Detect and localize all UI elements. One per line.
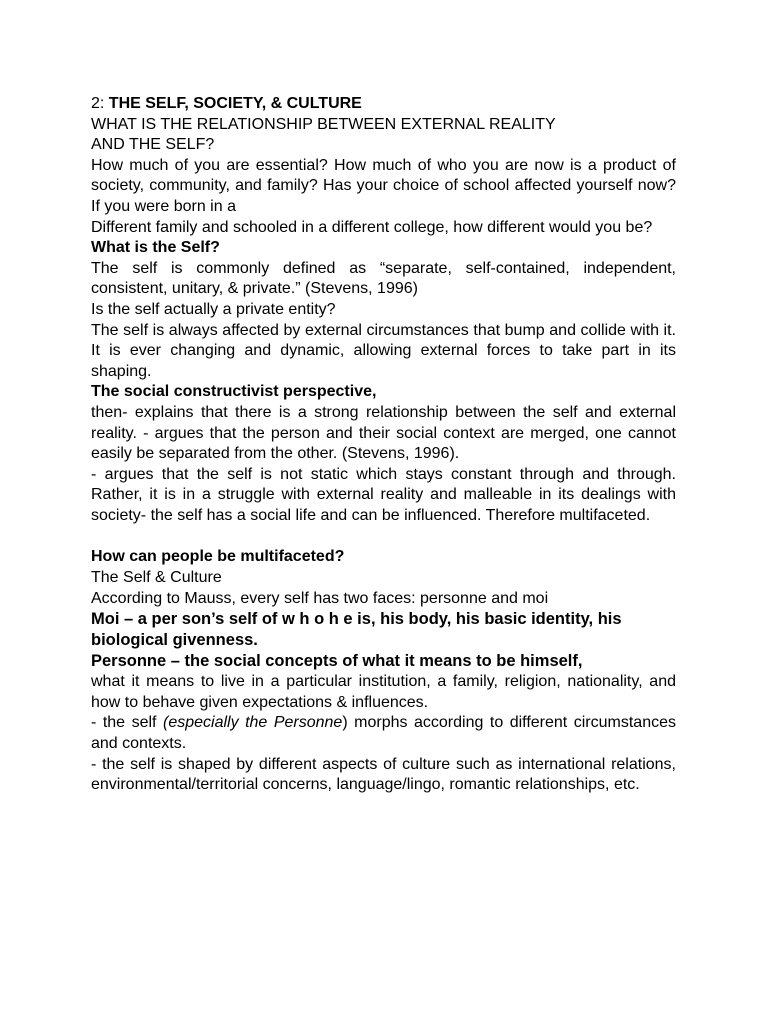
heading-what-is-self: What is the Self?: [91, 239, 220, 257]
question-line-2: AND THE SELF?: [91, 136, 215, 154]
heading-constructivist: The social constructivist perspective,: [91, 383, 377, 401]
morphs-prefix: - the self: [91, 714, 163, 732]
personne-heading: Personne – the social concepts of what it means to be himself,: [91, 652, 583, 671]
constructivist-paragraph-2: - argues that the self is not static which stays constant through and through. Rather, it is in a struggle with external reality and malleable in its dealings with society- the self has a social life and can be influenced. Therefore multifaceted.: [91, 465, 676, 524]
morphs-italic: (especially the Personne: [162, 714, 343, 732]
heading-multifaceted: How can people be multifaceted?: [91, 548, 345, 566]
self-definition: The self is commonly defined as “separate, self-contained, independent, consistent, unitary, & private.” (Stevens, 1996): [91, 259, 676, 298]
personne-paragraph: what it means to live in a particular institution, a family, religion, nationality, and how to behave given expectations & influences.: [91, 673, 676, 711]
document-body: [91, 94, 676, 796]
morphs-paragraph: [91, 713, 676, 754]
moi-definition: Moi – a per son’s self of w h o h e is, his body, his basic identity, his biological givenness.: [91, 610, 622, 650]
title-text: THE SELF, SOCIETY, & CULTURE: [108, 95, 362, 112]
title-prefix: 2:: [91, 95, 109, 112]
morphs-suffix: ) morphs according to different circumstances and contexts.: [91, 714, 676, 753]
self-culture-line: The Self & Culture: [91, 569, 222, 587]
intro-paragraph-1: How much of you are essential? How much of who you are now is a product of society, community, and family? Has your choice of school affected yourself now? If you were born in a: [91, 156, 676, 215]
intro-paragraph-2: Different family and schooled in a different college, how different would you be?: [91, 218, 653, 236]
document-title: [91, 94, 676, 115]
private-question: Is the self actually a private entity?: [91, 300, 336, 318]
mauss-line: According to Mauss, every self has two faces: personne and moi: [91, 589, 549, 607]
constructivist-paragraph-1: then- explains that there is a strong relationship between the self and external reality. - argues that the person and their social context are merged, one cannot easily be separated from the other. (Stevens, 1996).: [91, 403, 676, 463]
external-paragraph: The self is always affected by external circumstances that bump and collide with it. It is ever changing and dynamic, allowing external forces to take part in its shaping.: [91, 321, 676, 380]
culture-paragraph: - the self is shaped by different aspects of culture such as international relations, environmental/territorial concerns, language/lingo, romantic relationships, etc.: [91, 755, 676, 794]
paragraph-gap: [91, 526, 676, 547]
question-line-1: WHAT IS THE RELATIONSHIP BETWEEN EXTERNAL REALITY: [91, 115, 556, 133]
